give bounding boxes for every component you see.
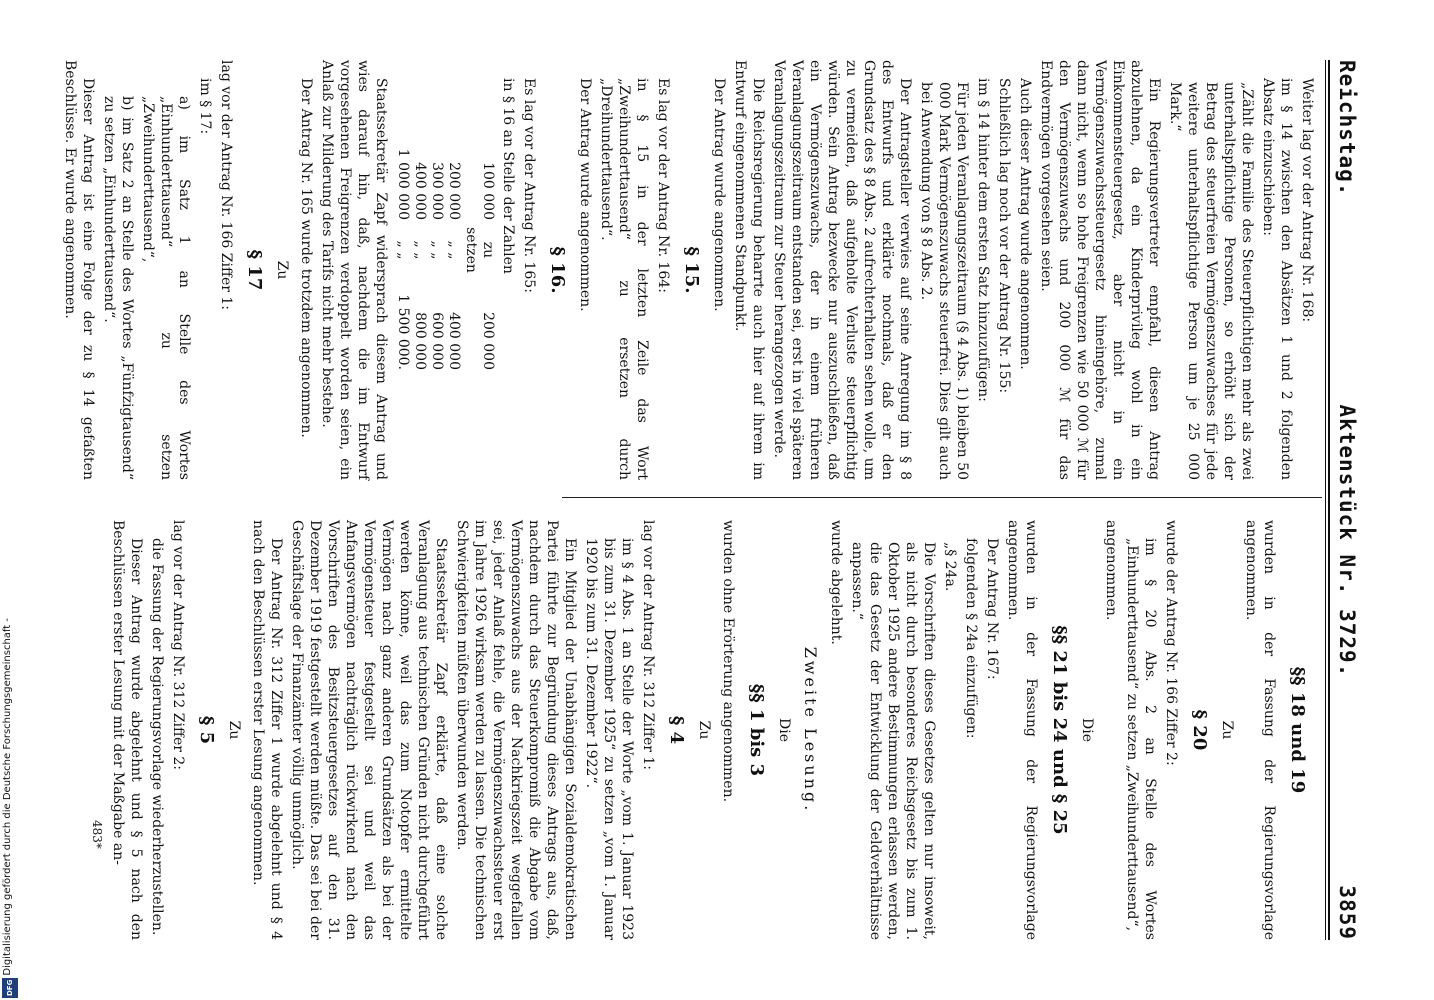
from-value: 100 000 — [480, 162, 496, 220]
from-value: 300 000 — [429, 162, 445, 220]
section-heading: §§ 21 bis 24 und § 25 — [1049, 625, 1070, 835]
to-value: 600 000 — [429, 312, 445, 370]
section-heading: § 5 — [196, 715, 217, 745]
header-rule-thin — [1325, 60, 1326, 940]
quoted-paragraph: Die Vorschriften dieses Gesetzes gelten nur insoweit, als nicht durch besonderes Reichsgesetz bis zum 1. Oktober 1925 andere Bestimmungen erlassen werden, die das Gesetz der Entwicklung der Geldverhältnisse anpassen.“ — [849, 542, 937, 940]
paragraph: Dieser Antrag ist eine Folge der zu § 14 gefaßten Beschlüsse. Er wurde angenommen. — [62, 60, 96, 480]
reading-heading: Zweite Lesung. — [801, 646, 820, 814]
number-table-row — [428, 130, 445, 480]
credit-strip — [0, 600, 22, 1000]
number-table-row — [445, 130, 462, 480]
paragraph: lag vor der Antrag Nr. 312 Ziffer 1: — [640, 520, 656, 770]
to-value: 800 000 — [412, 312, 428, 370]
paragraph: lag vor der Antrag Nr. 312 Ziffer 2: — [170, 520, 186, 770]
number-table-row — [411, 130, 428, 480]
header-left: Reichstag. — [1335, 60, 1359, 197]
paragraph: Der Antrag wurde angenommen. — [577, 78, 593, 312]
list-item: b) im Satz 2 an Stelle des Wortes „Fünfzigtausend“ zu setzen „Einhunderttausend“. — [101, 96, 135, 480]
paragraph: Der Antrag Nr. 165 wurde trotzdem angenommen. — [298, 78, 314, 438]
section-heading: § 16. — [547, 246, 568, 294]
indented-paragraph: in § 15 in der letzten Zeile das Wort „Zweihunderttausend“ zu ersetzen durch „Dreihunderttausend“. — [598, 78, 650, 480]
quoted-paragraph: „Zählt die Familie des Steuerpflichtigen mehr als zwei unterhaltspflichtige Personen, so erhöht sich der Betrag des steuerfreien Vermögenszuwachses für jede weitere unterhaltspflichtige Person um je 25 000 Mark.“ — [1167, 82, 1255, 480]
quoted-paragraph: „§ 24a. — [942, 542, 958, 592]
credit-text: Digitalisierung gefördert durch die Deutsche Forschungsgemeinschaft - — [2, 618, 13, 976]
quoted-paragraph: Für jeden Veranlagungszeitraum (§ 4 Abs. 1) bleiben 50 000 Mark Vermögenszuwachs steuerfrei. Dies gilt auch bei Anwendung von § 8 Abs. 2. — [918, 82, 970, 480]
paragraph: Staatssekretär Zapf erklärte, daß eine solche Veranlagung aus technischen Gründen nicht durchgeführt werden könne, weil das zum Notopfer ermittelte Vermögen nach ganz anderen Grundsätzen als bei der Vermögensteuer festgestellt sei und weil das Anfangsvermögen nachträglich rückwirkend nach den Vorschriften des Besitzsteuergesetzes auf den 31. Dezember 1919 festgestellt werden müßte. Das sei bei der Geschäftslage der Finanzämter völlig unmöglich. — [289, 520, 449, 940]
number-table-row — [394, 130, 411, 480]
paragraph: Der Antragsteller verwies auf seine Anregung im § 8 des Entwurfs und erklärte nochmals, daß er den Grundsatz des § 8 Abs. 2 aufrechterhalten sehen wolle, um zu vermeiden, daß aufgeholte Verluste steuerpflichtig würden. Sein Antrag bezwecke nur auszuschließen, daß ein Vermögenszuwachs, der in einem früheren Veranlagungszeitraum entstanden sei, erst in viel späteren Veranlagungszeitraum zur Steuer herangezogen werde. — [771, 60, 913, 480]
indented-paragraph: in § 16 an Stelle der Zahlen — [500, 78, 516, 274]
paragraph: Dieser Antrag wurde abgelehnt und § 5 nach den Beschlüssen erster Lesung mit der Maßgabe an- — [110, 520, 144, 940]
indented-paragraph: im § 4 Abs. 1 an Stelle der Worte „vom 1. Januar 1923 bis zum 31. Dezember 1925“ zu setzen „vom 1. Januar 1920 bis zum 31. Dezember 1922“. — [583, 538, 635, 940]
paragraph: wurde der Antrag Nr. 166 Ziffer 2: — [1163, 520, 1179, 766]
to-value: 200 000 — [480, 312, 496, 370]
section-heading: § 15. — [681, 246, 702, 294]
indented-paragraph: folgenden § 24a einzufügen: — [963, 538, 979, 739]
paragraph: Weiter lag vor der Antrag Nr. 168: — [1299, 78, 1315, 323]
section-heading: § 4 — [666, 715, 687, 745]
paragraph: wurden ohne Erörterung angenommen. — [720, 520, 736, 803]
paragraph: wurden in der Fassung der Regierungsvorlage angenommen. — [1243, 520, 1277, 940]
centered-text: Zu — [226, 720, 242, 740]
paragraph: Es lag vor der Antrag Nr. 165: — [521, 78, 537, 293]
header-rule — [1328, 60, 1330, 940]
dfg-logo: DFG — [2, 978, 18, 998]
section-heading: §§ 1 bis 3 — [746, 683, 767, 777]
paragraph: wurde abgelehnt. — [828, 520, 844, 645]
right-column — [106, 520, 1316, 940]
paragraph: Staatssekretär Zapf widersprach diesem Antrag und wies darauf hin, daß, nachdem die im Entwurf vorgesehenen Freigrenzen verdoppelt worden seien, ein Anlaß zur Milderung des Tarifs nicht mehr bestehe. — [319, 60, 389, 480]
paragraph: Der Antrag wurde angenommen. — [711, 78, 727, 312]
indented-paragraph: im § 14 hinter dem ersten Satz hinzuzufügen: — [975, 78, 991, 402]
centered-text: Zu — [274, 260, 290, 280]
connector: „ „ — [429, 240, 445, 260]
paragraph: Ein Regierungsvertreter empfahl, diesen Antrag abzulehnen, da ein Kinderprivileg wohl in ein Einkommensteuergesetz, aber nicht in ein Vermögenszuwachssteuergesetz hineingehöre, zumal dann nicht, wenn so hohe Freigrenzen wie 50 000 ℳ für den Vermögenszuwachs und 200 000 ℳ für das Endvermögen vorgesehen seien. — [1038, 60, 1162, 480]
left-column — [58, 60, 1316, 480]
page-header — [1332, 60, 1362, 940]
header-title: Aktenstück Nr. 3729. — [1335, 404, 1359, 678]
indented-paragraph: im § 14 zwischen den Absätzen 1 und 2 folgenden Absatz einzuschieben: — [1260, 78, 1294, 480]
from-value: 200 000 — [446, 162, 462, 220]
connector: „ „ — [446, 240, 462, 260]
section-heading: §§ 18 und 19 — [1287, 666, 1308, 794]
centered-text: Zu — [1219, 720, 1235, 740]
paragraph: Es lag vor der Antrag Nr. 164: — [655, 78, 671, 293]
number-table — [394, 130, 496, 480]
paragraph: wurden in der Fassung der Regierungsvorlage angenommen. — [1005, 520, 1039, 940]
centered-text: Zu — [696, 720, 712, 740]
paragraph: angenommen. — [1103, 520, 1119, 621]
paragraph: Ein Mitglied der Unabhängigen Sozialdemokratischen Partei führte zur Begründung dieses Antrags aus, daß, nachdem durch das Steuerkompromiß die Abgabe vom Vermögenszuwachs aus der Nachkriegszeit weggefallen sei, jeder Anlaß fehle, die Vermögenszuwachssteuer erst im Jahre 1926 wirksam werden zu lassen. Die technischen Schwierigkeiten müßten überwunden werden. — [454, 520, 578, 940]
to-value: 1 500 000. — [395, 294, 411, 370]
connector: „ „ — [395, 240, 411, 260]
paragraph: Der Antrag Nr. 167: — [984, 538, 1000, 680]
connector: „ „ — [412, 240, 428, 260]
centered-text: Die — [1079, 718, 1095, 742]
from-value: 1 000 000 — [395, 148, 411, 220]
number-table-row — [462, 130, 496, 480]
footer-code: 483* — [90, 820, 104, 849]
centered-text: Die — [776, 718, 792, 742]
column-separator — [562, 497, 1322, 498]
indented-paragraph: im § 20 Abs. 2 an Stelle des Wortes „Einhunderttausend“ zu setzen „Zweihunderttausend“, — [1124, 538, 1158, 940]
paragraph: Auch dieser Antrag wurde angenommen. — [1017, 78, 1033, 370]
from-value: 400 000 — [412, 162, 428, 220]
paragraph: Die Reichsregierung beharrte auch hier auf ihrem im Entwurf eingenommenen Standpunkt. — [732, 60, 766, 480]
section-heading: § 20 — [1189, 709, 1210, 751]
page-number: 3859 — [1335, 885, 1359, 940]
paragraph: Schließlich lag noch vor der Antrag Nr. 155: — [996, 78, 1012, 394]
paragraph: Der Antrag Nr. 312 Ziffer 1 wurde abgelehnt und § 4 nach den Beschlüssen erster Lesung angenommen. — [250, 520, 284, 940]
connector: zu setzen — [463, 227, 496, 273]
indented-paragraph: die Fassung der Regierungsvorlage wiederherzustellen. — [149, 538, 165, 936]
section-heading: § 17 — [244, 249, 265, 291]
list-item: a) im Satz 1 an Stelle des Wortes „Einhunderttausend“ zu setzen „Zweihunderttausend“, — [140, 96, 192, 480]
indented-paragraph: im § 17: — [197, 78, 213, 135]
paragraph: lag vor der Antrag Nr. 166 Ziffer 1: — [218, 60, 234, 310]
to-value: 400 000 — [446, 312, 462, 370]
